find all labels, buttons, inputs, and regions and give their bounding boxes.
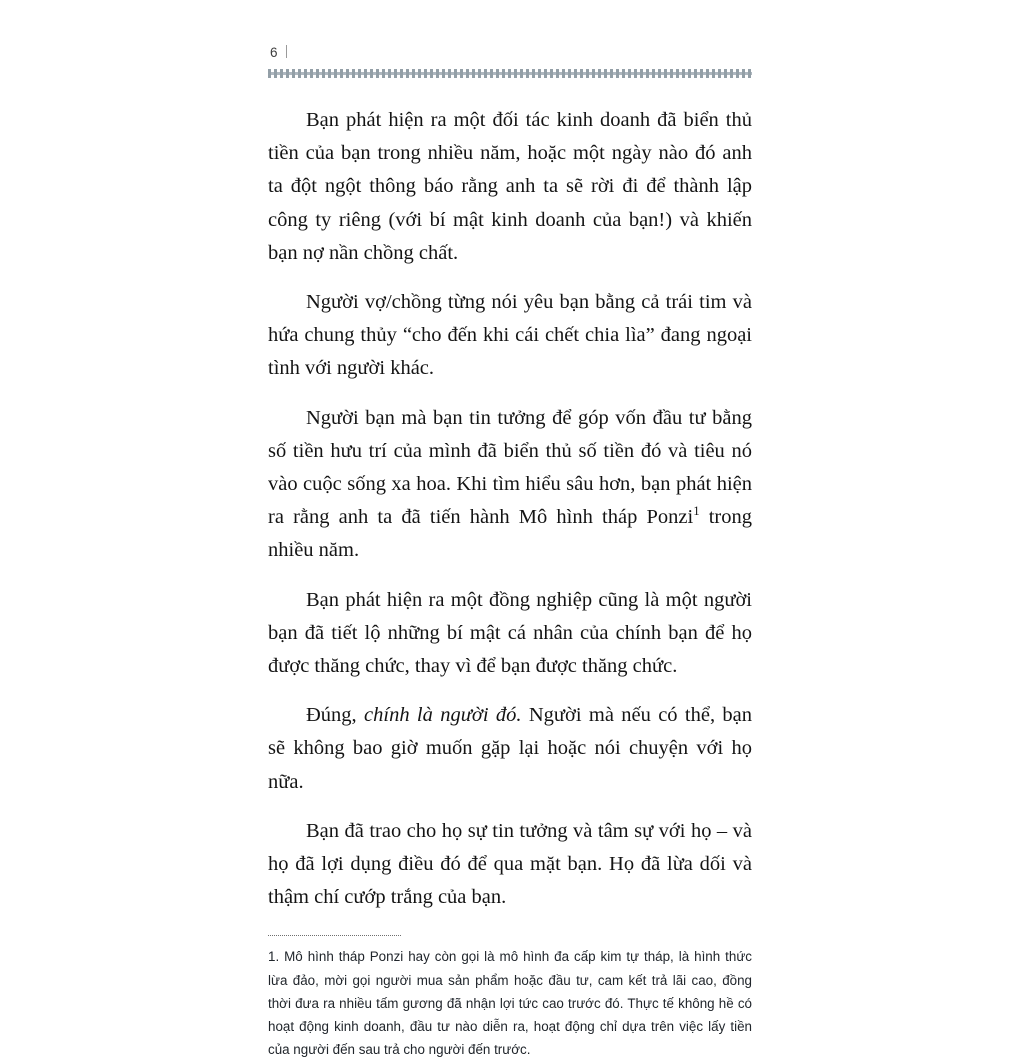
paragraph-3-text-before: Người bạn mà bạn tin tưởng để góp vốn đầu tư bằng số tiền hưu trí của mình đã biển thủ số tiền đó và tiêu nó vào cuộc sống xa hoa. Khi tìm hiểu sâu hơn, bạn phát hiện ra rằng anh ta đã tiến hành Mô hình tháp Ponzi [268, 406, 752, 529]
page-number: 6 [270, 45, 279, 60]
footnote-reference-marker: 1 [693, 504, 700, 519]
paragraph-3-text-after: trong nhiều năm. [268, 506, 752, 562]
paragraph-5-emphasis: chính là người đó. [364, 704, 522, 727]
page-content-area [268, 44, 752, 1061]
footnote-separator [268, 935, 401, 936]
paragraph-5 [268, 699, 752, 799]
paragraph-1: Bạn phát hiện ra một đối tác kinh doanh đã biển thủ tiền của bạn trong nhiều năm, hoặc một ngày nào đó anh ta đột ngột thông báo rằng anh ta sẽ rời đi để thành lập công ty riêng (với bí mật kinh doanh của bạn!) và khiến bạn nợ nần chồng chất. [268, 109, 752, 264]
ornamental-divider-icon [268, 69, 752, 78]
paragraph-3 [268, 402, 752, 568]
paragraph-2: Người vợ/chồng từng nói yêu bạn bằng cả trái tim và hứa chung thủy “cho đến khi cái chết chia lìa” đang ngoại tình với người khác. [268, 291, 752, 380]
footnote-text: 1. Mô hình tháp Ponzi hay còn gọi là mô hình đa cấp kim tự tháp, là hình thức lừa đảo, mời gọi người mua sản phẩm hoặc đầu tư, cam kết trả lãi cao, đồng thời đưa ra nhiều tấm gương đã nhận lợi tức cao trước đó. Thực tế không hề có hoạt động kinh doanh, đầu tư nào diễn ra, hoạt động chỉ dựa trên việc lấy tiền của người đến sau trả cho người đến trước. [268, 949, 752, 1057]
paragraph-5-text-after: Người mà nếu có thể, bạn sẽ không bao giờ muốn gặp lại hoặc nói chuyện với họ nữa. [268, 704, 753, 793]
body-text [268, 104, 752, 914]
paragraph-6: Bạn đã trao cho họ sự tin tưởng và tâm sự với họ – và họ đã lợi dụng điều đó để qua mặt bạn. Họ đã lừa dối và thậm chí cướp trắng của bạn. [268, 819, 752, 909]
running-head [270, 44, 752, 60]
paragraph-5-text-before: Đúng, [306, 704, 365, 727]
paragraph-4: Bạn phát hiện ra một đồng nghiệp cũng là một người bạn đã tiết lộ những bí mật cá nhân của chính bạn để họ được thăng chức, thay vì để bạn được thăng chức. [268, 588, 752, 678]
folio-divider-rule [286, 45, 287, 58]
